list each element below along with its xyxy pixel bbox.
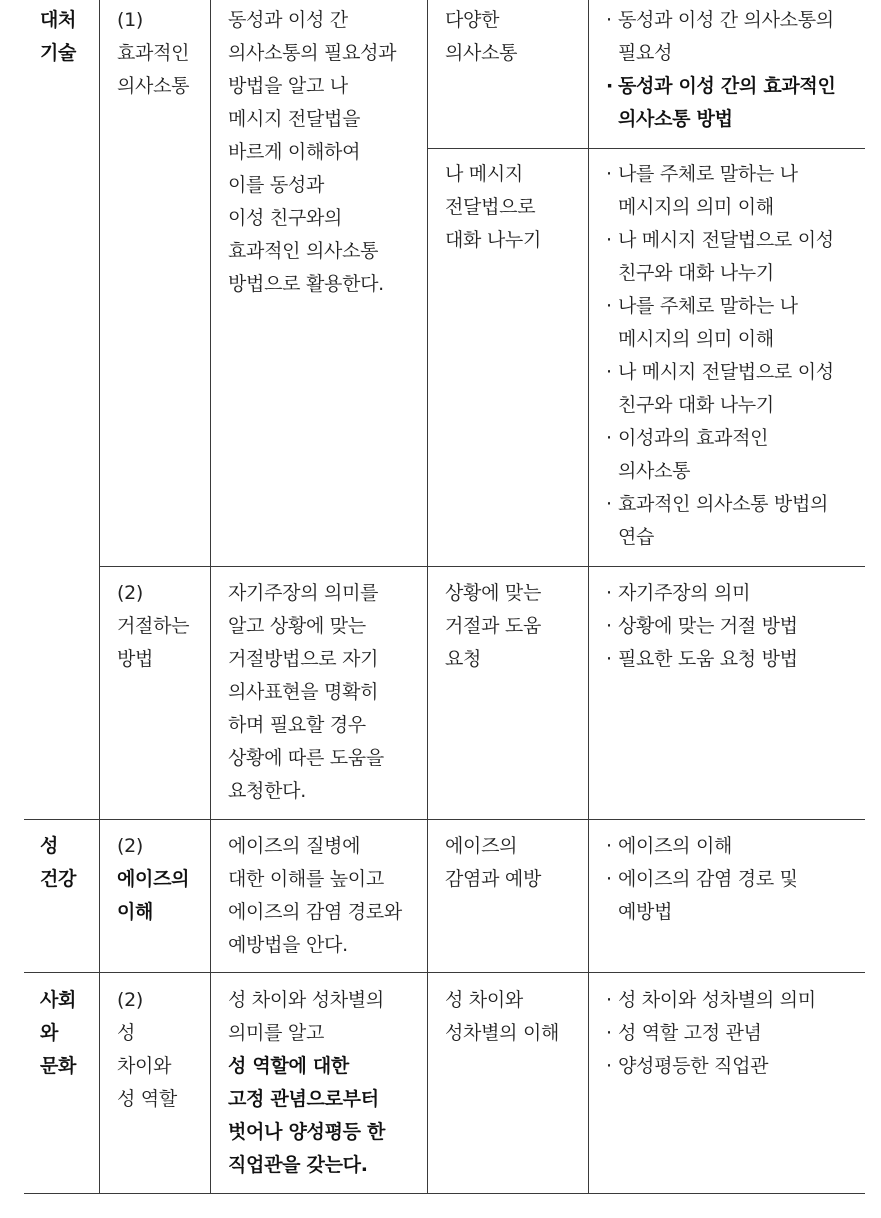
standard-id: (2) [117,835,144,857]
goal-text: 알고 상황에 맞는 [228,615,366,637]
standard-title: 이해 [117,901,154,923]
goal-text: 거절방법으로 자기 [228,648,379,670]
standard-cell [117,984,177,1116]
content-cell [606,577,798,676]
content-item [606,4,836,70]
content-cell [606,984,816,1083]
topic-title: 의사소통 [445,42,518,64]
topic-title: 요청 [445,648,482,670]
topic-cell [445,158,541,257]
goal-text-bold: 직업관을 갖는다. [228,1154,368,1176]
goal-cell [228,4,396,301]
goal-text: 의사소통의 필요성과 [228,42,397,64]
content-line: · 동성과 이성 간의 효과적인 [618,75,836,97]
content-line: · 동성과 이성 간 의사소통의 [618,9,834,31]
goal-cell [228,984,385,1182]
topic-title: 거절과 도움 [445,615,542,637]
content-line: · 상황에 맞는 거절 방법 [618,615,798,637]
area-label: 사회 [40,989,77,1011]
topic-title: 다양한 [445,9,500,31]
content-line: 예방법 [618,901,673,923]
content-line: · 성 차이와 성차별의 의미 [618,989,816,1011]
column-divider [99,0,100,1194]
goal-text: 성 차이와 성차별의 [228,989,384,1011]
goal-text: 자기주장의 의미를 [228,582,379,604]
area-label: 기술 [40,42,77,64]
content-line: 연습 [618,526,655,548]
standard-title: 의사소통 [117,75,190,97]
area-label: 문화 [40,1055,77,1077]
column-divider [210,0,211,1194]
standard-title: 거절하는 [117,615,190,637]
area-cell [40,4,76,70]
content-line: · 성 역할 고정 관념 [618,1022,762,1044]
content-cell [606,158,834,554]
content-line: 메시지의 의미 이해 [618,196,774,218]
goal-text-bold: 벗어나 양성평등 한 [228,1121,386,1143]
area-label: 건강 [40,868,77,890]
topic-title: 성 차이와 [445,989,523,1011]
content-line: 메시지의 의미 이해 [618,328,774,350]
goal-text: 대한 이해를 높이고 [228,868,384,890]
row-divider [24,819,865,820]
content-item [606,610,798,643]
topic-title: 나 메시지 [445,163,523,185]
topic-cell [445,830,541,896]
content-line: · 양성평등한 직업관 [618,1055,769,1077]
topic-title: 상황에 맞는 [445,582,542,604]
goal-text: 이성 친구와의 [228,207,343,229]
standard-title: 효과적인 [117,42,190,64]
content-line: · 효과적인 의사소통 방법의 [618,493,829,515]
content-item [606,290,834,356]
content-item [606,70,836,136]
content-item [606,422,834,488]
content-line: · 나를 주체로 말하는 나 [618,295,798,317]
area-label: 대처 [40,9,77,31]
content-cell [606,4,836,136]
column-divider [427,0,428,1194]
row-divider [427,148,865,149]
content-item [606,863,798,929]
content-item [606,488,834,554]
content-line: 친구와 대화 나누기 [618,262,774,284]
content-line: · 나를 주체로 말하는 나 [618,163,798,185]
goal-text: 요청한다. [228,780,306,802]
topic-cell [445,4,517,70]
goal-text: 바르게 이해하여 [228,141,361,163]
standard-cell [117,830,189,929]
standard-title: 차이와 [117,1055,172,1077]
standard-cell [117,577,189,676]
content-line: · 나 메시지 전달법으로 이성 [618,229,834,251]
area-cell [40,830,76,896]
content-item [606,158,834,224]
goal-text: 방법으로 활용한다. [228,273,384,295]
goal-text: 하며 필요할 경우 [228,714,366,736]
content-item [606,356,834,422]
goal-text: 에이즈의 감염 경로와 [228,901,402,923]
goal-text: 메시지 전달법을 [228,108,361,130]
goal-text-bold: 성 역할에 대한 [228,1055,349,1077]
content-line: 친구와 대화 나누기 [618,394,774,416]
area-label: 와 [40,1022,59,1044]
column-divider [588,0,589,1194]
content-item [606,1050,816,1083]
goal-cell [228,830,402,962]
standard-title: 성 [117,1022,136,1044]
content-item [606,643,798,676]
content-cell [606,830,798,929]
goal-text: 방법을 알고 나 [228,75,348,97]
content-line: · 자기주장의 의미 [618,582,751,604]
goal-cell [228,577,384,808]
content-line: · 필요한 도움 요청 방법 [618,648,798,670]
content-item [606,1017,816,1050]
goal-text: 이를 동성과 [228,174,325,196]
standard-id: (2) [117,989,144,1011]
goal-text: 상황에 따른 도움을 [228,747,384,769]
area-label: 성 [40,835,59,857]
content-line: · 에이즈의 이해 [618,835,733,857]
content-line: · 이성과의 효과적인 [618,427,769,449]
goal-text: 예방법을 안다. [228,934,348,956]
goal-text: 의사표현을 명확히 [228,681,379,703]
content-item [606,830,798,863]
row-divider [99,566,865,567]
topic-title: 전달법으로 [445,196,536,218]
goal-text: 에이즈의 질병에 [228,835,361,857]
topic-cell [445,577,541,676]
topic-cell [445,984,559,1050]
content-line: · 에이즈의 감염 경로 및 [618,868,798,890]
standard-title: 성 역할 [117,1088,177,1110]
standard-title: 에이즈의 [117,868,190,890]
goal-text: 효과적인 의사소통 [228,240,379,262]
content-line: · 나 메시지 전달법으로 이성 [618,361,834,383]
content-line: 의사소통 방법 [618,108,733,130]
standard-cell [117,4,189,103]
topic-title: 성차별의 이해 [445,1022,560,1044]
standard-id: (2) [117,582,144,604]
content-item [606,224,834,290]
content-item [606,984,816,1017]
standard-id: (1) [117,9,144,31]
topic-title: 대화 나누기 [445,229,542,251]
row-divider [24,1193,865,1194]
content-line: 의사소통 [618,460,691,482]
row-divider [24,972,865,973]
content-line: 필요성 [618,42,673,64]
topic-title: 감염과 예방 [445,868,542,890]
goal-text: 의미를 알고 [228,1022,325,1044]
goal-text-bold: 고정 관념으로부터 [228,1088,379,1110]
topic-title: 에이즈의 [445,835,518,857]
standard-title: 방법 [117,648,154,670]
goal-text: 동성과 이성 간 [228,9,348,31]
content-item [606,577,798,610]
area-cell [40,984,76,1083]
